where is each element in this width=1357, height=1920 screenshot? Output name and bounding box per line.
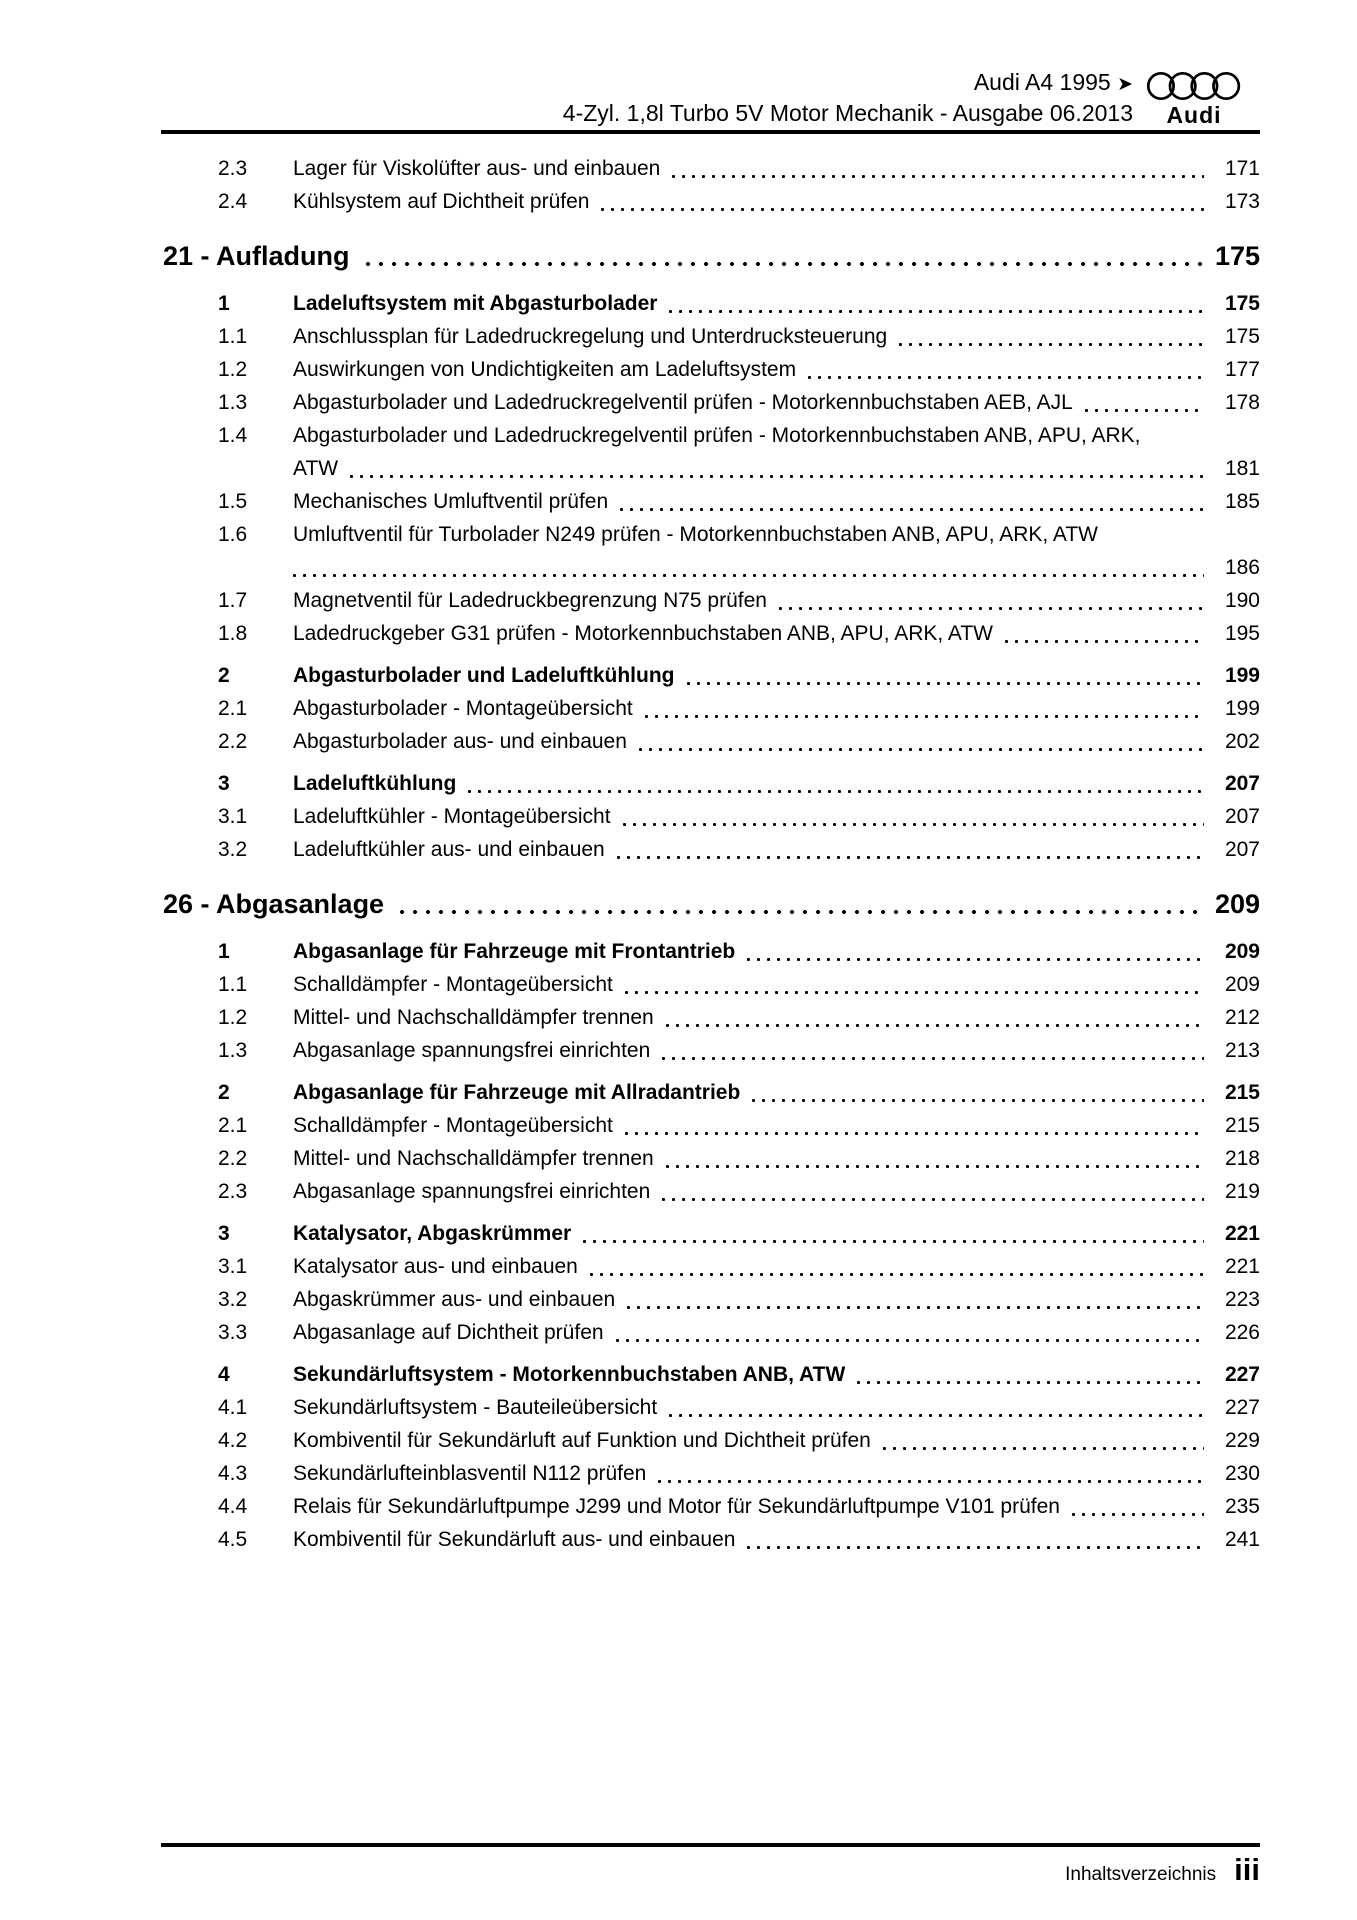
entry-number: 2 [218,664,230,687]
toc-entry-line [218,419,1260,452]
toc-entry [218,152,1260,185]
entry-page-number: 199 [1224,664,1260,687]
entry-number: 3.1 [218,1255,248,1278]
toc-entry [218,1001,1260,1034]
header-divider [161,130,1260,134]
dot-leader [669,310,1204,313]
chapter-page-number: 209 [1214,889,1260,919]
entry-title: Sekundärluftsystem - Motorkennbuchstaben ANB, ATW [293,1363,846,1386]
dot-leader [658,1480,1204,1483]
entry-title: Abgasturbolader und Ladedruckregelventil prüfen - Motorkennbuchstaben AEB, AJL [293,391,1073,414]
entry-page-number: 227 [1224,1363,1260,1386]
entry-number: 3 [218,1222,230,1245]
chapter-heading-row [163,886,1260,922]
entry-page-number: 213 [1224,1039,1260,1062]
toc-entry-line [218,1523,1260,1556]
entry-page-number: 202 [1224,730,1260,753]
entry-number: 1.2 [218,358,248,381]
entry-number: 1 [218,292,230,315]
entry-title: Sekundärluftsystem - Bauteileübersicht [293,1396,658,1419]
dot-leader [747,1546,1204,1549]
entry-title: Abgasanlage für Fahrzeuge mit Allradantrieb [293,1081,741,1104]
dot-leader [666,1165,1204,1168]
toc-entry-line [218,725,1260,758]
entry-number: 3.2 [218,1288,248,1311]
entry-number: 1.5 [218,490,248,513]
toc-entry [218,1076,1260,1109]
toc-entry [218,659,1260,692]
entry-number-spacer [218,452,293,485]
entry-title: Abgasanlage für Fahrzeuge mit Frontantrieb [293,940,736,963]
toc-entry [218,692,1260,725]
entry-page-number: 219 [1224,1180,1260,1203]
toc-entry-line [218,692,1260,725]
toc-entry [218,1457,1260,1490]
toc-entry [218,1424,1260,1457]
toc-entry [218,185,1260,218]
entry-page-number: 181 [1224,457,1260,480]
toc-entry-line [218,659,1260,692]
entry-title: Magnetventil für Ladedruckbegrenzung N75 prüfen [293,589,767,612]
entry-number: 2.2 [218,1147,248,1170]
toc-entry-line [218,1358,1260,1391]
entry-number: 2.2 [218,730,248,753]
dot-leader [620,508,1204,511]
entry-number: 4.2 [218,1429,248,1452]
arrow-right-icon: ➤ [1117,74,1133,95]
entry-title: Katalysator, Abgaskrümmer [293,1222,572,1245]
toc-entry-line [218,320,1260,353]
entry-page-number: 215 [1224,1114,1260,1137]
toc-entry [218,767,1260,800]
entry-page-number: 195 [1224,622,1260,645]
toc-entry-line [218,1001,1260,1034]
entry-number: 2.4 [218,190,248,213]
dot-leader [669,1414,1204,1417]
entry-page-number: 199 [1224,697,1260,720]
entry-number-spacer [218,551,293,584]
toc-entry-line [218,1076,1260,1109]
dot-leader [899,343,1204,346]
toc-entry [218,833,1260,866]
entry-page-number: 177 [1224,358,1260,381]
entry-number: 3.2 [218,838,248,861]
entry-title: Mechanisches Umluftventil prüfen [293,490,609,513]
toc-entry-line [218,518,1260,551]
dot-leader [350,475,1204,478]
entry-title: Abgasanlage auf Dichtheit prüfen [293,1321,604,1344]
header-product-line [563,68,1133,99]
entry-page-number: 190 [1224,589,1260,612]
header-subtitle: 4-Zyl. 1,8l Turbo 5V Motor Mechanik - Ausgabe 06.2013 [562,100,1133,126]
entry-page-number: 175 [1224,292,1260,315]
toc-entry-line [218,1142,1260,1175]
chapter-page-number: 175 [1214,241,1260,271]
footer-page-number: iii [1234,1852,1260,1887]
footer [1065,1852,1260,1888]
audi-wordmark: Audi [1166,102,1222,128]
entry-title: Sekundärlufteinblasventil N112 prüfen [293,1462,647,1485]
toc-entry [218,1109,1260,1142]
footer-divider [161,1843,1260,1847]
dot-leader [293,574,1204,577]
toc-entry-line [218,833,1260,866]
entry-page-number: 173 [1224,190,1260,213]
entry-number: 2.1 [218,1114,248,1137]
entry-title: Abgasturbolader und Ladeluftkühlung [293,664,675,687]
dot-leader [623,823,1204,826]
entry-page-number: 221 [1224,1222,1260,1245]
entry-page-number: 230 [1224,1462,1260,1485]
dot-leader [625,991,1204,994]
header [563,68,1133,127]
entry-title: Ladeluftkühlung [293,772,457,795]
dot-leader [400,910,1204,914]
entry-page-number: 178 [1224,391,1260,414]
toc-entry [218,1523,1260,1556]
entry-number: 2 [218,1081,230,1104]
dot-leader [666,1024,1204,1027]
entry-page-number: 221 [1224,1255,1260,1278]
entry-title: Abgasturbolader - Montageübersicht [293,697,633,720]
entry-title: Ladeluftsystem mit Abgasturbolader [293,292,658,315]
dot-leader [779,607,1204,610]
entry-number: 1 [218,940,230,963]
toc-entry [218,968,1260,1001]
toc-entry-line [218,767,1260,800]
dot-leader [747,958,1204,961]
dot-leader [645,715,1204,718]
entry-title: Anschlussplan für Ladedruckregelung und Unterdrucksteuerung [293,325,888,348]
toc-entry-line [218,1391,1260,1424]
entry-title: Kombiventil für Sekundärluft auf Funktion und Dichtheit prüfen [293,1429,871,1452]
entry-number: 1.4 [218,424,248,447]
entry-title: Kombiventil für Sekundärluft aus- und einbauen [293,1528,736,1551]
entry-page-number: 175 [1224,325,1260,348]
entry-number: 1.8 [218,622,248,645]
entry-title: Katalysator aus- und einbauen [293,1255,578,1278]
toc-entry-line [218,485,1260,518]
toc-entry-line [218,584,1260,617]
entry-page-number: 207 [1224,772,1260,795]
toc-entry-line [218,1457,1260,1490]
entry-title: Ladeluftkühler aus- und einbauen [293,838,605,861]
dot-leader [1072,1513,1204,1516]
dot-leader [752,1099,1204,1102]
audi-rings-icon [1146,70,1242,102]
toc-entry [218,1034,1260,1067]
entry-page-number: 185 [1224,490,1260,513]
toc-entry-line [218,1283,1260,1316]
entry-title: Relais für Sekundärluftpumpe J299 und Motor für Sekundärluftpumpe V101 prüfen [293,1495,1060,1518]
entry-title: Abgasturbolader und Ladedruckregelventil prüfen - Motorkennbuchstaben ANB, APU, ARK, [293,424,1141,447]
entry-page-number: 209 [1224,973,1260,996]
dot-leader [627,1306,1204,1309]
entry-page-number: 212 [1224,1006,1260,1029]
entry-number: 1.7 [218,589,248,612]
toc-entry [218,1283,1260,1316]
toc-entry [218,518,1260,584]
toc-entry [218,1316,1260,1349]
toc-entry [218,800,1260,833]
chapter-title: 26 - Abgasanlage [163,889,385,919]
entry-title: Schalldämpfer - Montageübersicht [293,973,613,996]
entry-number: 1.3 [218,1039,248,1062]
toc-entry-line [218,185,1260,218]
dot-leader [616,1339,1204,1342]
product-line-text: Audi A4 1995 [973,69,1111,95]
toc-entry [218,287,1260,320]
dot-leader [583,1240,1204,1243]
entry-number: 4 [218,1363,230,1386]
toc-entry-line [218,1109,1260,1142]
dot-leader [672,175,1204,178]
toc-entry [218,1391,1260,1424]
dot-leader [1005,640,1204,643]
entry-page-number: 186 [1224,556,1260,579]
entry-page-number: 209 [1224,940,1260,963]
entry-title: Abgasturbolader aus- und einbauen [293,730,627,753]
toc-entry [218,617,1260,650]
entry-number: 3.1 [218,805,248,828]
toc-entry-line [218,1490,1260,1523]
toc-entry-line [218,287,1260,320]
toc-entry [218,1490,1260,1523]
dot-leader [617,856,1204,859]
entry-number: 2.3 [218,1180,248,1203]
entry-number: 4.3 [218,1462,248,1485]
entry-number: 2.1 [218,697,248,720]
entry-number: 4.5 [218,1528,248,1551]
entry-number: 3 [218,772,230,795]
entry-number: 4.1 [218,1396,248,1419]
entry-number: 1.2 [218,1006,248,1029]
entry-title: Abgasanlage spannungsfrei einrichten [293,1180,651,1203]
entry-number: 1.3 [218,391,248,414]
toc-entry-line [218,353,1260,386]
chapter-title: 21 - Aufladung [163,241,350,271]
entry-page-number: 223 [1224,1288,1260,1311]
entry-number: 1.1 [218,973,248,996]
toc-entry-line [218,386,1260,419]
entry-title: Abgasanlage spannungsfrei einrichten [293,1039,651,1062]
dot-leader [883,1447,1204,1450]
entry-number: 1.1 [218,325,248,348]
entry-title: Umluftventil für Turbolader N249 prüfen - Motorkennbuchstaben ANB, APU, ARK, ATW [293,523,1098,546]
toc-entry-line [218,935,1260,968]
dot-leader [687,682,1205,685]
toc-entry [218,1250,1260,1283]
entry-page-number: 207 [1224,805,1260,828]
toc-entry-line [218,1316,1260,1349]
dot-leader [639,748,1204,751]
toc-entry-line [218,1424,1260,1457]
entry-title: Ladeluftkühler - Montageübersicht [293,805,611,828]
toc-entry [218,320,1260,353]
toc-entry-line [218,1250,1260,1283]
entry-title: Mittel- und Nachschalldämpfer trennen [293,1147,654,1170]
entry-page-number: 207 [1224,838,1260,861]
toc-entry [218,1142,1260,1175]
toc-entry [218,386,1260,419]
toc-entry-line [218,617,1260,650]
toc-entry [218,485,1260,518]
footer-section-label: Inhaltsverzeichnis [1065,1864,1217,1885]
dot-leader [1085,409,1204,412]
entry-page-number: 171 [1224,157,1260,180]
entry-page-number: 226 [1224,1321,1260,1344]
toc-entry [218,1175,1260,1208]
toc-entry [218,1358,1260,1391]
toc-entry [218,353,1260,386]
entry-number: 3.3 [218,1321,248,1344]
toc-entry-line [218,1034,1260,1067]
chapter-heading-row [163,238,1260,274]
dot-leader [857,1381,1204,1384]
entry-page-number: 218 [1224,1147,1260,1170]
toc-entry [218,584,1260,617]
entry-title-continued: ATW [293,457,339,480]
entry-number: 4.4 [218,1495,248,1518]
entry-number: 1.6 [218,523,248,546]
dot-leader [662,1198,1204,1201]
toc-entry-continuation [218,551,1260,584]
toc-entry-line [218,968,1260,1001]
toc-entry-continuation [218,452,1260,485]
entry-title: Auswirkungen von Undichtigkeiten am Ladeluftsystem [293,358,797,381]
entry-title: Kühlsystem auf Dichtheit prüfen [293,190,590,213]
toc-entry-line [218,1217,1260,1250]
entry-title: Ladedruckgeber G31 prüfen - Motorkennbuchstaben ANB, APU, ARK, ATW [293,622,993,645]
entry-page-number: 235 [1224,1495,1260,1518]
toc-entry-line [218,1175,1260,1208]
entry-title: Mittel- und Nachschalldämpfer trennen [293,1006,654,1029]
entry-number: 2.3 [218,157,248,180]
toc-entry-line [218,152,1260,185]
entry-title: Schalldämpfer - Montageübersicht [293,1114,613,1137]
toc-entry-line [218,800,1260,833]
dot-leader [366,262,1205,266]
entry-page-number: 227 [1224,1396,1260,1419]
entry-title: Abgaskrümmer aus- und einbauen [293,1288,616,1311]
dot-leader [590,1273,1204,1276]
entry-title: Lager für Viskolüfter aus- und einbauen [293,157,661,180]
dot-leader [662,1057,1204,1060]
dot-leader [468,790,1204,793]
toc-entry [218,935,1260,968]
entry-page-number: 215 [1224,1081,1260,1104]
dot-leader [625,1132,1204,1135]
toc [163,152,1260,1556]
toc-entry [218,419,1260,485]
toc-entry [218,725,1260,758]
brand-logo [1146,70,1242,127]
dot-leader [808,376,1204,379]
entry-page-number: 241 [1224,1528,1260,1551]
entry-page-number: 229 [1224,1429,1260,1452]
dot-leader [601,208,1204,211]
toc-entry [218,1217,1260,1250]
